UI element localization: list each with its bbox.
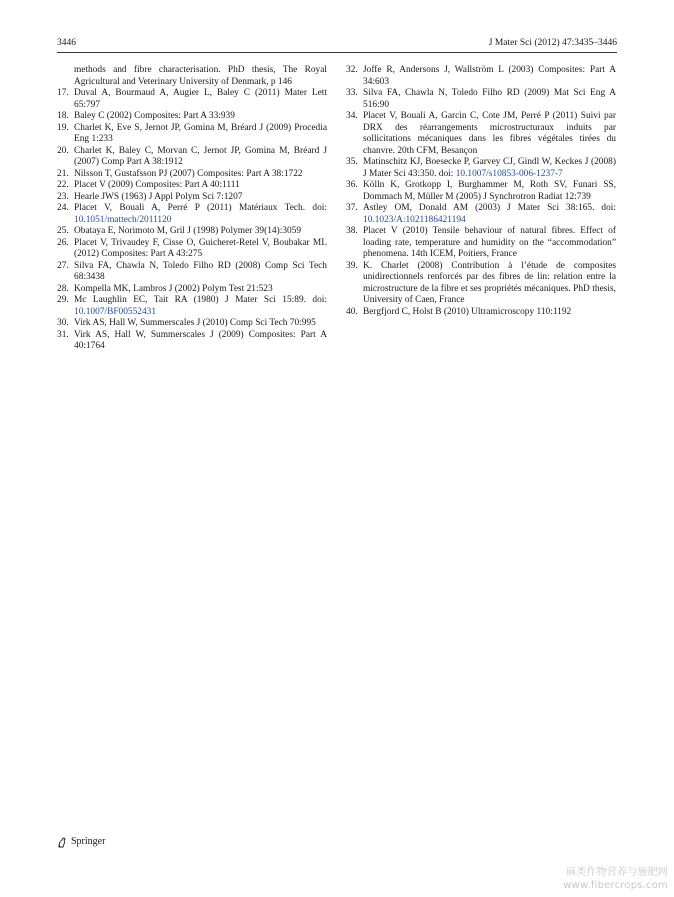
- reference-text: Kompella MK, Lambros J (2002) Polym Test 21:523: [74, 283, 273, 294]
- doi-link[interactable]: 10.1007/s10853-006-1237-7: [455, 168, 563, 179]
- reference-text: Nilsson T, Gustafsson PJ (2007) Composites: Part A 38:1722: [74, 168, 303, 179]
- reference-item: [57, 180, 327, 192]
- doi-link[interactable]: 10.1051/mattech/2011120: [74, 214, 172, 225]
- running-header: [57, 36, 617, 50]
- reference-text: K. Charlet (2008) Contribution à l’étude de composites unidirectionnels renforcés par des fibres de lin: relation entre la microstructure de la fibre et ses propriétés mécaniques. PhD thesis, University of Caen, France: [363, 260, 616, 305]
- reference-item: [346, 261, 616, 307]
- reference-item: [57, 146, 327, 169]
- reference-number: 25.: [57, 226, 69, 236]
- reference-text: Astley OM, Donald AM (2003) J Mater Sci 38:165. doi:: [363, 203, 616, 213]
- reference-number: 18.: [57, 111, 69, 121]
- references-left-column: [57, 65, 327, 353]
- reference-item: [57, 226, 327, 238]
- reference-number: 37.: [346, 203, 358, 213]
- reference-text: Kölln K, Grotkopp I, Burghammer M, Roth SV, Funari SS, Dommach M, Müller M (2005) J Synchrotron Radiat 12:739: [363, 180, 616, 202]
- reference-item: [346, 203, 616, 226]
- springer-horse-icon: [57, 837, 68, 848]
- reference-text: Charlet K, Baley C, Morvan C, Jernot JP, Gomina M, Bréard J (2007) Comp Part A 38:1912: [74, 145, 327, 167]
- reference-number: 23.: [57, 191, 69, 202]
- reference-text: Silva FA, Chawla N, Toledo Filho RD (2009) Mat Sci Eng A 516:90: [363, 88, 616, 110]
- reference-number: 27.: [57, 260, 69, 271]
- reference-item: [57, 295, 327, 318]
- doi-link[interactable]: 10.1007/BF00552431: [74, 306, 157, 317]
- journal-citation: J Mater Sci (2012) 47:3435–3446: [488, 38, 617, 48]
- reference-item: [346, 307, 616, 319]
- publisher-name: Springer: [71, 836, 106, 847]
- footer: [57, 835, 105, 849]
- watermark-title: 麻类作物营养与施肥网: [566, 867, 668, 878]
- watermark: [538, 866, 668, 892]
- reference-number: 24.: [57, 203, 69, 213]
- reference-number: 40.: [346, 306, 358, 317]
- reference-item: [57, 238, 327, 261]
- reference-item: [57, 111, 327, 123]
- reference-number: 36.: [346, 180, 358, 190]
- reference-item: [57, 284, 327, 296]
- reference-number: 17.: [57, 88, 69, 98]
- reference-number: 33.: [346, 88, 358, 98]
- watermark-url: www.fibercrops.com: [563, 880, 668, 891]
- reference-text: Baley C (2002) Composites: Part A 33:939: [74, 111, 235, 121]
- reference-number: 28.: [57, 283, 69, 294]
- reference-text: Duval A, Bourmaud A, Augier L, Baley C (2011) Mater Lett 65:797: [74, 88, 327, 110]
- reference-item: [57, 88, 327, 111]
- reference-number: 38.: [346, 226, 358, 236]
- reference-item: [57, 169, 327, 181]
- reference-number: 31.: [57, 329, 69, 340]
- reference-item: [57, 203, 327, 226]
- reference-item: [57, 261, 327, 284]
- reference-text: Placet V (2009) Composites: Part A 40:1111: [74, 180, 240, 190]
- reference-item: [57, 123, 327, 146]
- reference-text: Silva FA, Chawla N, Toledo Filho RD (2008) Comp Sci Tech 68:3438: [74, 260, 327, 282]
- reference-number: 34.: [346, 111, 358, 121]
- reference-number: 21.: [57, 168, 69, 179]
- reference-text: Mc Laughlin EC, Tait RA (1980) J Mater Sci 15:89. doi:: [74, 295, 327, 305]
- reference-number: 19.: [57, 122, 69, 133]
- reference-item: [346, 65, 616, 88]
- reference-number: 22.: [57, 180, 69, 190]
- reference-text: Virk AS, Hall W, Summerscales J (2010) Comp Sci Tech 70:995: [74, 318, 316, 328]
- reference-text: Hearle JWS (1963) J Appl Polym Sci 7:1207: [74, 191, 243, 202]
- reference-text: Joffe R, Andersons J, Wallström L (2003) Composites: Part A 34:603: [363, 65, 616, 87]
- reference-item: [346, 180, 616, 203]
- reference-item: [346, 226, 616, 261]
- reference-text: Placet V, Bouali A, Perré P (2011) Matériaux Tech. doi:: [74, 203, 327, 213]
- references-right-column: [346, 65, 616, 318]
- reference-number: 26.: [57, 237, 69, 248]
- reference-number: 29.: [57, 295, 69, 305]
- reference-text: Placet V, Bouali A, Garcin C, Cote JM, Perré P (2011) Suivi par DRX des réarrangements microstructuraux induits par sollicitations mécaniques dans les fibres végétales tirées du chanvre. 20th CFM, Besançon: [363, 111, 616, 156]
- page-number: 3446: [57, 38, 76, 48]
- reference-text: Virk AS, Hall W, Summerscales J (2009) Composites: Part A 40:1764: [74, 329, 327, 351]
- reference-number: 35.: [346, 157, 358, 167]
- reference-item: [346, 111, 616, 157]
- reference-text: Matinschitz KJ, Boesecke P, Garvey CJ, Gindl W, Keckes J (2008) J Mater Sci 43:350. doi:: [363, 157, 616, 179]
- reference-number: 20.: [57, 145, 69, 156]
- reference-text: Placet V (2010) Tensile behaviour of natural fibres. Effect of loading rate, temperature and humidity on the “accommodation” phenomena. 14th ICEM, Poitiers, France: [363, 226, 616, 259]
- reference-item: [57, 192, 327, 204]
- header-rule: [57, 52, 617, 53]
- reference-number: 39.: [346, 260, 358, 271]
- reference-item: [346, 88, 616, 111]
- reference-text: methods and fibre characterisation. PhD thesis, The Royal Agricultural and Veterinary University of Denmark, p 146: [74, 65, 327, 87]
- reference-text: Obataya E, Norimoto M, Gril J (1998) Polymer 39(14):3059: [74, 226, 302, 236]
- reference-item: [57, 318, 327, 330]
- reference-item: [57, 65, 327, 88]
- reference-text: Placet V, Trivaudey F, Cisse O, Guicheret-Retel V, Boubakar ML (2012) Composites: Part A 43:275: [74, 237, 327, 259]
- reference-number: 30.: [57, 318, 69, 328]
- reference-item: [57, 330, 327, 353]
- doi-link[interactable]: 10.1023/A:1021186421194: [363, 214, 466, 225]
- reference-number: 32.: [346, 65, 358, 75]
- reference-text: Charlet K, Eve S, Jernot JP, Gomina M, Bréard J (2009) Procedia Eng 1:233: [74, 122, 327, 144]
- reference-text: Bergfjord C, Holst B (2010) Ultramicroscopy 110:1192: [363, 306, 572, 317]
- reference-item: [346, 157, 616, 180]
